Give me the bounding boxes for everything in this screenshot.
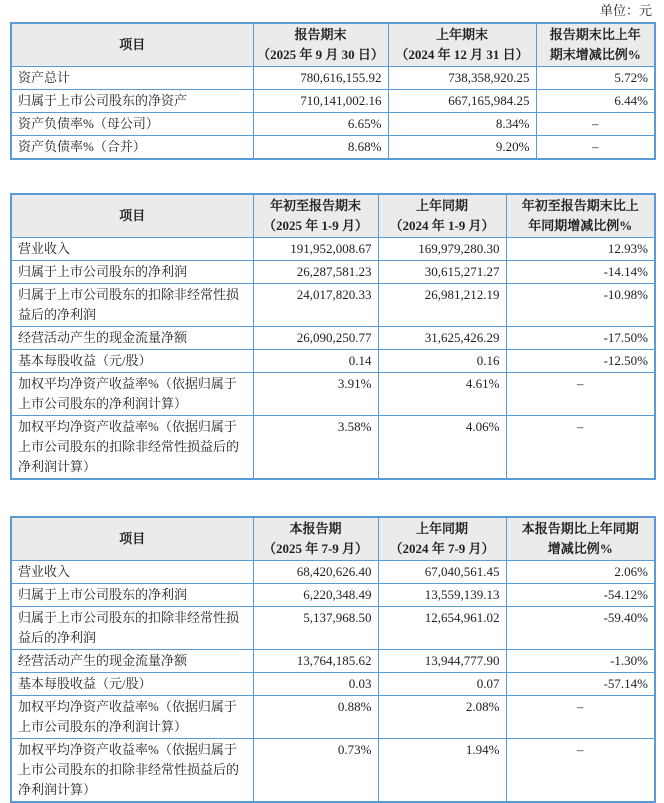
current-value-cell: 0.14 <box>253 350 378 373</box>
current-value-cell: 5,137,968.50 <box>253 607 378 650</box>
column-header: 本报告期 （2025 年 7-9 月） <box>253 517 378 561</box>
column-header: 项目 <box>11 194 253 238</box>
prior-value-cell: 667,165,984.25 <box>388 90 536 113</box>
row-label: 归属于上市公司股东的扣除非经常性损益后的净利润 <box>11 607 253 650</box>
table-row <box>11 696 655 739</box>
change-value-cell: – <box>506 696 655 739</box>
current-value-cell: 0.73% <box>253 739 378 803</box>
change-value-cell: – <box>536 113 655 136</box>
current-value-cell: 0.03 <box>253 673 378 696</box>
table-row <box>11 416 655 480</box>
table-row <box>11 673 655 696</box>
prior-value-cell: 12,654,961.02 <box>378 607 506 650</box>
change-value-cell: -17.50% <box>506 327 655 350</box>
prior-value-cell: 2.08% <box>378 696 506 739</box>
table-row <box>11 238 655 261</box>
current-value-cell: 26,287,581.23 <box>253 261 378 284</box>
current-quarter-summary-table <box>10 516 656 803</box>
prior-value-cell: 30,615,271.27 <box>378 261 506 284</box>
current-value-cell: 13,764,185.62 <box>253 650 378 673</box>
header-row <box>11 517 655 561</box>
table-row <box>11 67 655 90</box>
period-end-summary-table <box>10 22 656 160</box>
change-value-cell: – <box>506 739 655 803</box>
row-label: 归属于上市公司股东的净利润 <box>11 261 253 284</box>
prior-value-cell: 1.94% <box>378 739 506 803</box>
row-label: 加权平均净资产收益率%（依据归属于上市公司股东的净利润计算） <box>11 373 253 416</box>
row-label: 资产负债率%（母公司） <box>11 113 253 136</box>
prior-value-cell: 9.20% <box>388 136 536 160</box>
row-label: 归属于上市公司股东的净利润 <box>11 584 253 607</box>
change-value-cell: – <box>506 373 655 416</box>
current-value-cell: 6,220,348.49 <box>253 584 378 607</box>
column-header: 上年同期 （2024 年 1-9 月） <box>378 194 506 238</box>
change-value-cell: -57.14% <box>506 673 655 696</box>
prior-value-cell: 4.61% <box>378 373 506 416</box>
current-value-cell: 710,141,002.16 <box>253 90 388 113</box>
table-row <box>11 561 655 584</box>
prior-value-cell: 13,944,777.90 <box>378 650 506 673</box>
table-row <box>11 327 655 350</box>
change-value-cell: – <box>536 136 655 160</box>
current-value-cell: 3.91% <box>253 373 378 416</box>
prior-value-cell: 169,979,280.30 <box>378 238 506 261</box>
prior-value-cell: 13,559,139.13 <box>378 584 506 607</box>
table-row <box>11 284 655 327</box>
change-value-cell: -59.40% <box>506 607 655 650</box>
row-label: 加权平均净资产收益率%（依据归属于上市公司股东的净利润计算） <box>11 696 253 739</box>
column-header: 本报告期比上年同期 增减比例% <box>506 517 655 561</box>
row-label: 资产负债率%（合并） <box>11 136 253 160</box>
header-row <box>11 194 655 238</box>
header-row <box>11 23 655 67</box>
row-label: 经营活动产生的现金流量净额 <box>11 327 253 350</box>
table-row <box>11 350 655 373</box>
current-value-cell: 3.58% <box>253 416 378 480</box>
row-label: 归属于上市公司股东的净资产 <box>11 90 253 113</box>
current-value-cell: 68,420,626.40 <box>253 561 378 584</box>
row-label: 营业收入 <box>11 561 253 584</box>
change-value-cell: 5.72% <box>536 67 655 90</box>
change-value-cell: -14.14% <box>506 261 655 284</box>
prior-value-cell: 31,625,426.29 <box>378 327 506 350</box>
table-row <box>11 373 655 416</box>
row-label: 加权平均净资产收益率%（依据归属于上市公司股东的扣除非经常性损益后的净利润计算） <box>11 739 253 803</box>
prior-value-cell: 8.34% <box>388 113 536 136</box>
year-to-date-summary-table <box>10 193 656 480</box>
column-header: 报告期末比上年 期末增减比例% <box>536 23 655 67</box>
table-row <box>11 607 655 650</box>
current-value-cell: 24,017,820.33 <box>253 284 378 327</box>
row-label: 基本每股收益（元/股） <box>11 673 253 696</box>
current-value-cell: 6.65% <box>253 113 388 136</box>
column-header: 年初至报告期末比上 年同期增减比例% <box>506 194 655 238</box>
change-value-cell: -54.12% <box>506 584 655 607</box>
column-header: 年初至报告期末 （2025 年 1-9 月） <box>253 194 378 238</box>
prior-value-cell: 26,981,212.19 <box>378 284 506 327</box>
prior-value-cell: 0.07 <box>378 673 506 696</box>
column-header: 上年期末 （2024 年 12 月 31 日） <box>388 23 536 67</box>
row-label: 归属于上市公司股东的扣除非经常性损益后的净利润 <box>11 284 253 327</box>
current-value-cell: 26,090,250.77 <box>253 327 378 350</box>
table-row <box>11 584 655 607</box>
current-value-cell: 0.88% <box>253 696 378 739</box>
unit-label: 单位：元 <box>599 3 652 18</box>
table-row <box>11 136 655 160</box>
table-row <box>11 113 655 136</box>
current-value-cell: 780,616,155.92 <box>253 67 388 90</box>
row-label: 基本每股收益（元/股） <box>11 350 253 373</box>
prior-value-cell: 0.16 <box>378 350 506 373</box>
column-header: 报告期末 （2025 年 9 月 30 日） <box>253 23 388 67</box>
change-value-cell: 12.93% <box>506 238 655 261</box>
current-value-cell: 191,952,008.67 <box>253 238 378 261</box>
prior-value-cell: 4.06% <box>378 416 506 480</box>
change-value-cell: -1.30% <box>506 650 655 673</box>
prior-value-cell: 738,358,920.25 <box>388 67 536 90</box>
table-row <box>11 650 655 673</box>
row-label: 营业收入 <box>11 238 253 261</box>
change-value-cell: – <box>506 416 655 480</box>
table-row <box>11 90 655 113</box>
row-label: 加权平均净资产收益率%（依据归属于上市公司股东的扣除非经常性损益后的净利润计算） <box>11 416 253 480</box>
row-label: 资产总计 <box>11 67 253 90</box>
change-value-cell: 6.44% <box>536 90 655 113</box>
column-header: 项目 <box>11 517 253 561</box>
column-header: 项目 <box>11 23 253 67</box>
table-row <box>11 739 655 803</box>
change-value-cell: -12.50% <box>506 350 655 373</box>
table-row <box>11 261 655 284</box>
prior-value-cell: 67,040,561.45 <box>378 561 506 584</box>
change-value-cell: -10.98% <box>506 284 655 327</box>
current-value-cell: 8.68% <box>253 136 388 160</box>
change-value-cell: 2.06% <box>506 561 655 584</box>
row-label: 经营活动产生的现金流量净额 <box>11 650 253 673</box>
column-header: 上年同期 （2024 年 7-9 月） <box>378 517 506 561</box>
